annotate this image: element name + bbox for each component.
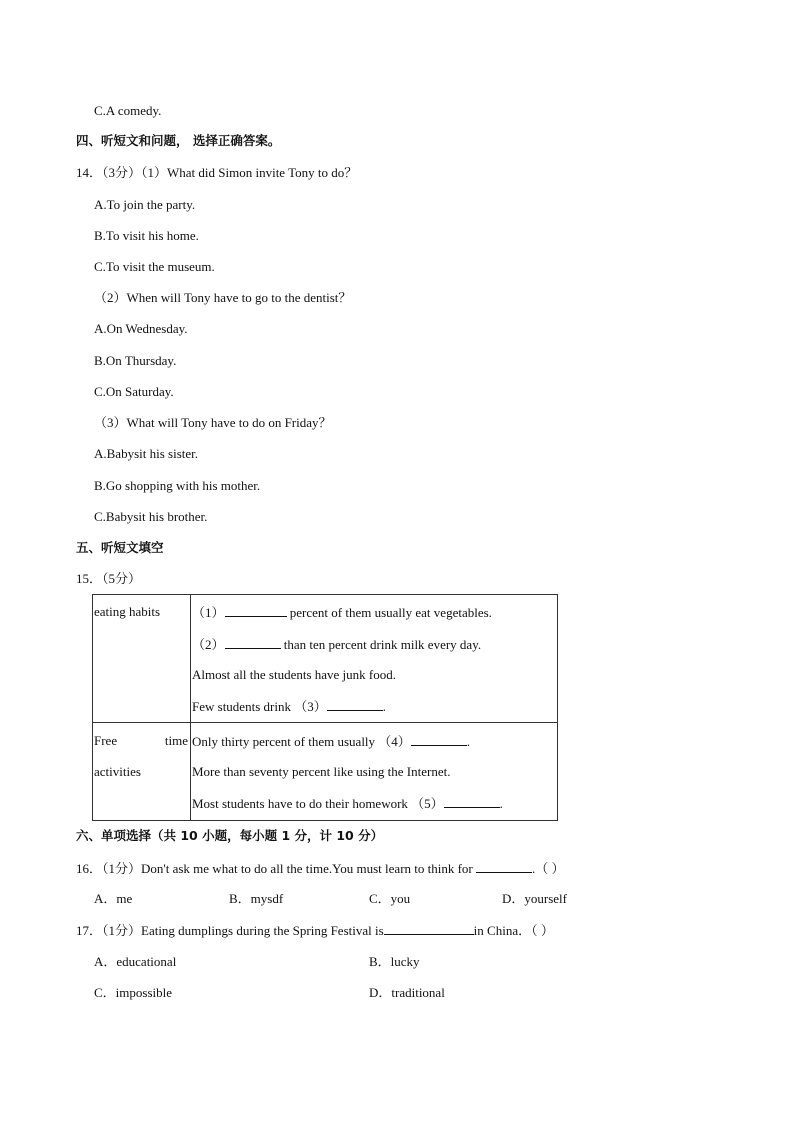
q17-stem (76, 922, 554, 939)
category-time: time (164, 733, 188, 748)
q14-2-option-a: A.On Wednesday. (94, 321, 188, 336)
q16-stem-prefix: 16．（1分）Don't ask me what to do all the time.You must learn to think for (76, 861, 477, 876)
table-category-cell (93, 595, 191, 723)
q17-answer-blank[interactable] (384, 922, 474, 935)
q16-choice-b[interactable]: B．mysdf (229, 891, 284, 906)
category-activities: activities (94, 764, 141, 779)
q15-line-2 (192, 636, 481, 653)
answer-blank-5[interactable] (444, 795, 500, 808)
q15-line-7-suffix: . (499, 796, 503, 811)
q17-stem-prefix: 17．（1分）Eating dumplings during the Spring Festival is (76, 923, 384, 938)
q15-line-5-prefix: Only thirty percent of them usually （4） (192, 734, 411, 749)
category-free: Free (94, 733, 118, 748)
q14-1-option-b: B.To visit his home. (94, 228, 199, 243)
q15-line-6: More than seventy percent like using the Internet. (192, 764, 451, 779)
q17-choice-d[interactable]: D．traditional (369, 985, 445, 1000)
q14-1-option-a: A.To join the party. (94, 197, 196, 212)
q16-choice-d[interactable]: D．yourself (502, 891, 567, 906)
table-row (93, 595, 558, 723)
answer-blank-2[interactable] (225, 636, 281, 649)
section-6-title: 六、单项选择（共 10 小题，每小题 1 分，计 10 分） (76, 828, 384, 843)
q14-sub-3: （3）What will Tony have to do on Friday？ (94, 415, 332, 430)
section-5-title: 五、听短文填空 (76, 540, 164, 555)
q15-line-4 (192, 698, 386, 715)
answer-blank-1[interactable] (225, 604, 287, 617)
q15-line-1 (192, 604, 492, 621)
q16-choice-a[interactable]: A．me (94, 891, 133, 906)
q15-line-1-suffix: percent of them usually eat vegetables. (286, 605, 492, 620)
q15-line-7 (192, 795, 503, 812)
q14-3-option-c: C.Babysit his brother. (94, 509, 208, 524)
table-category-cell (93, 723, 191, 821)
q16-choice-c[interactable]: C．you (369, 891, 411, 906)
category-eating-habits: eating habits (94, 604, 161, 619)
q14-header: 14．（3分）（1）What did Simon invite Tony to do？ (76, 165, 358, 180)
q16-answer-blank[interactable] (476, 860, 532, 873)
q15-line-2-prefix: （2） (192, 637, 225, 652)
q14-3-option-b: B.Go shopping with his mother. (94, 478, 261, 493)
q15-line-4-suffix: . (382, 699, 386, 714)
q16-stem-suffix: .（ ） (532, 861, 565, 876)
q16-stem (76, 860, 565, 877)
q15-header: 15．（5分） (76, 571, 142, 586)
q17-choice-a[interactable]: A．educational (94, 954, 177, 969)
q17-choice-c[interactable]: C．impossible (94, 985, 173, 1000)
section-4-title: 四、听短文和问题， 选择正确答案。 (76, 133, 281, 148)
table-row (93, 723, 558, 821)
q17-choice-b[interactable]: B．lucky (369, 954, 420, 969)
q13-option-c: C.A comedy. (94, 103, 162, 118)
table-content-cell (191, 723, 558, 821)
q17-stem-suffix: in China．（ ） (473, 923, 554, 938)
q14-2-option-b: B.On Thursday. (94, 353, 177, 368)
q15-line-5-suffix: . (466, 734, 471, 749)
answer-blank-3[interactable] (327, 698, 383, 711)
q14-1-option-c: C.To visit the museum. (94, 259, 215, 274)
q14-sub-2: （2）When will Tony have to go to the dentist？ (94, 290, 352, 305)
q14-2-option-c: C.On Saturday. (94, 384, 174, 399)
q14-3-option-a: A.Babysit his sister. (94, 446, 199, 461)
q15-line-1-prefix: （1） (192, 605, 225, 620)
q15-line-4-prefix: Few students drink （3） (192, 699, 327, 714)
q15-line-7-prefix: Most students have to do their homework （5） (192, 796, 444, 811)
q15-line-5 (192, 733, 470, 750)
q15-line-3: Almost all the students have junk food. (192, 667, 397, 682)
table-content-cell (191, 595, 558, 723)
q15-line-2-suffix: than ten percent drink milk every day. (280, 637, 482, 652)
answer-blank-4[interactable] (411, 733, 467, 746)
q15-table (92, 594, 558, 821)
